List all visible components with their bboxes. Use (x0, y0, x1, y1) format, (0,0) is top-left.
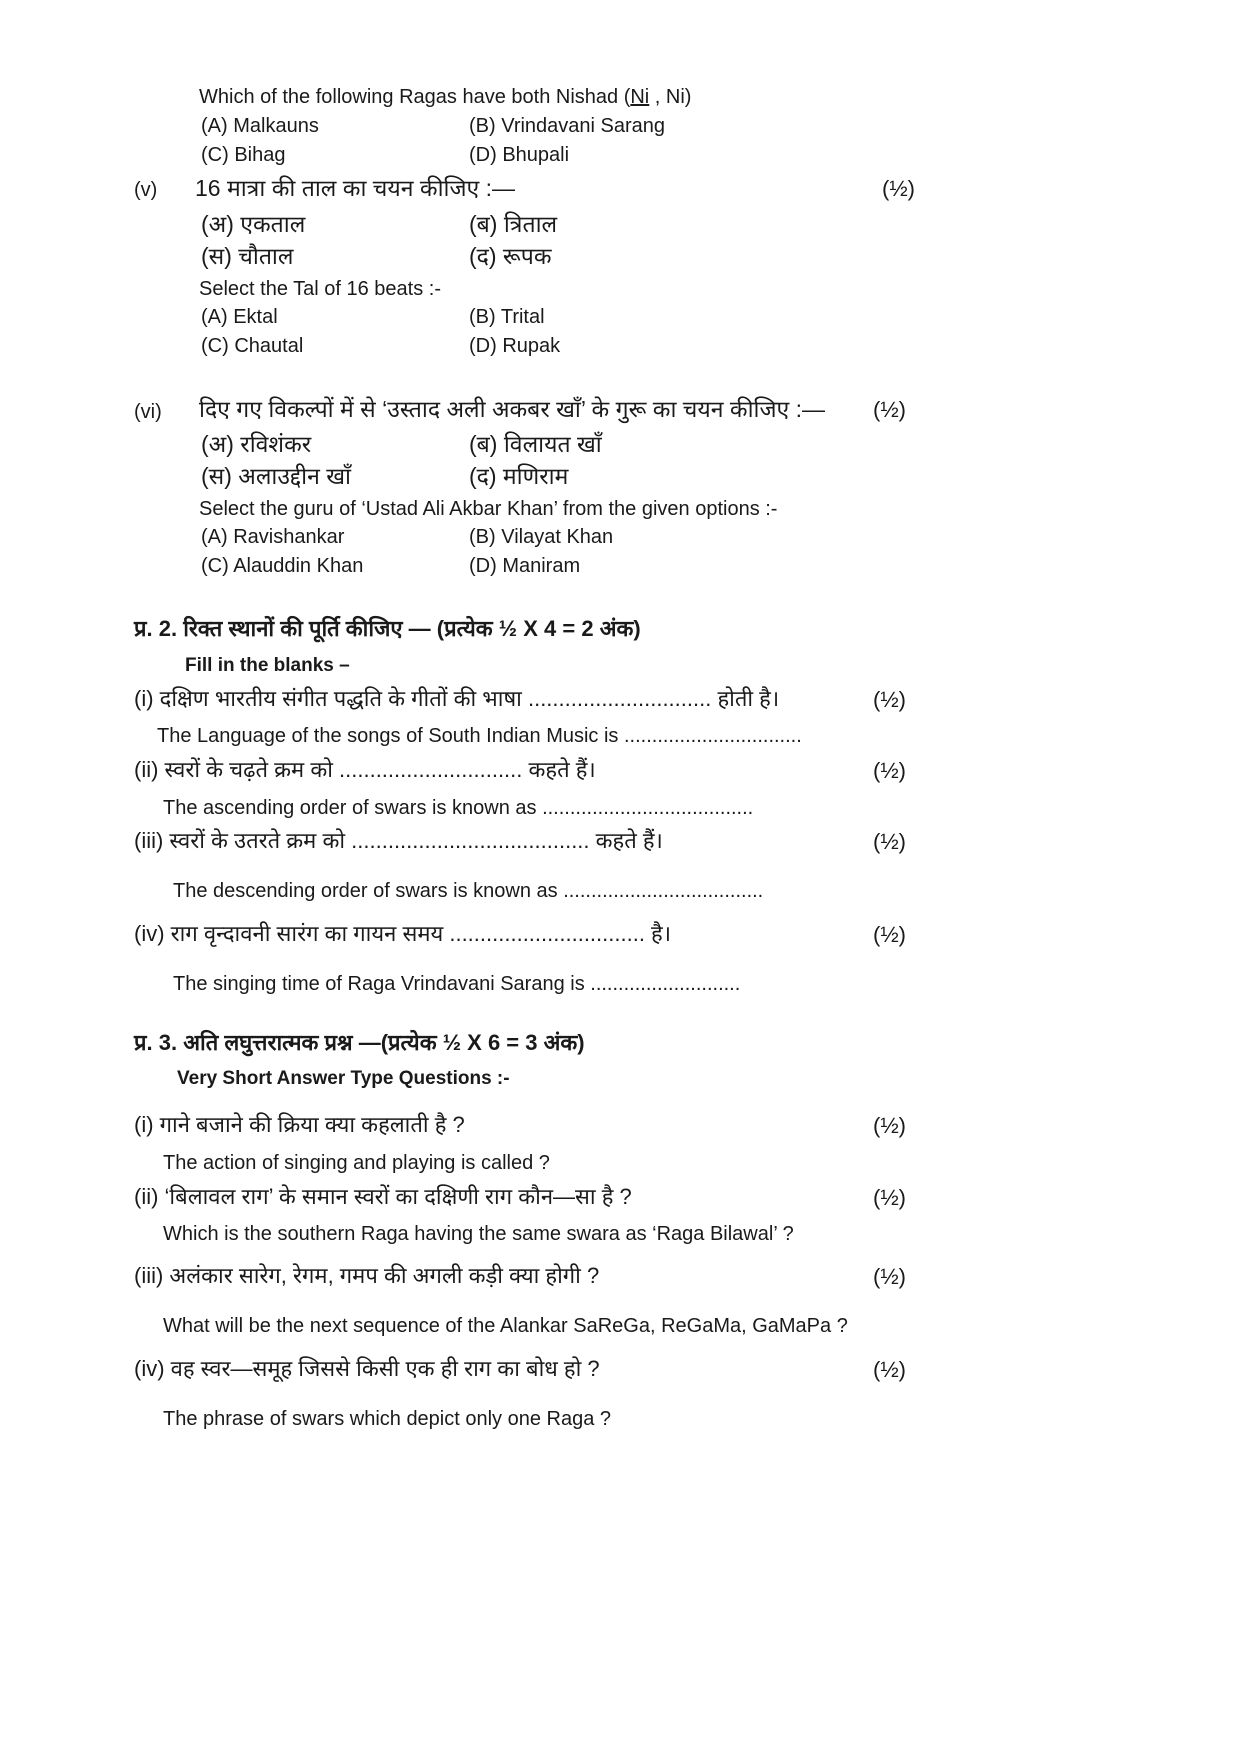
q1-v-hindi-option-c: (स) चौताल (201, 243, 294, 269)
q2-item-4-marks: (½) (873, 922, 906, 947)
q1-vi-hindi-option-d: (द) मणिराम (469, 463, 569, 489)
komal-ni-notation: Ni (630, 86, 650, 108)
q2-item-1-hindi: (i) दक्षिण भारतीय संगीत पद्धति के गीतों की भाषा .............................. होती है। (134, 686, 780, 711)
q3-subheading: Very Short Answer Type Questions :- (177, 1068, 510, 1089)
q2-item-1-english: The Language of the songs of South Indian Music is ................................ (157, 725, 802, 747)
q1-vi-hindi-option-c: (स) अलाउद्दीन खाँ (201, 463, 351, 489)
q1-v-hindi-option-a: (अ) एकताल (201, 211, 306, 237)
q1-v-hindi-option-b: (ब) त्रिताल (469, 211, 558, 237)
q1-vi-hindi-question: दिए गए विकल्पों में से ‘उस्ताद अली अकबर खाँ’ के गुरू का चयन कीजिए :— (199, 396, 826, 422)
q1-vi-hindi-option-b: (ब) विलायत खाँ (469, 431, 602, 457)
q2-item-2-hindi: (ii) स्वरों के चढ़ते क्रम को .............................. कहते हैं। (134, 757, 596, 782)
q1-v-hindi-option-d: (द) रूपक (469, 243, 552, 269)
q1-v-option-a: (A) Ektal (201, 306, 278, 328)
q2-item-4-english: The singing time of Raga Vrindavani Sarang is ........................... (173, 973, 741, 995)
q1-v-number: (v) (134, 179, 158, 201)
q3-heading: प्र. 3. अति लघुत्तरात्मक प्रश्न —(प्रत्येक ½ X 6 = 3 अंक) (134, 1030, 585, 1055)
q1-iv-english-question: Which of the following Ragas have both Nishad (Ni , Ni) (199, 86, 692, 108)
q3-item-1-marks: (½) (873, 1113, 906, 1138)
q2-item-2-marks: (½) (873, 758, 906, 783)
q3-item-1-english: The action of singing and playing is called ? (163, 1152, 550, 1174)
q1-vi-number: (vi) (134, 401, 162, 423)
q1-iv-option-d: (D) Bhupali (469, 144, 570, 166)
q1-v-option-c: (C) Chautal (201, 335, 304, 357)
q1-vi-option-d: (D) Maniram (469, 555, 581, 577)
q3-item-3-hindi: (iii) अलंकार सारेग, रेगम, गमप की अगली कड़ी क्या होगी ? (134, 1263, 600, 1288)
q2-item-3-english: The descending order of swars is known as .................................... (173, 880, 764, 902)
q3-item-2-marks: (½) (873, 1185, 906, 1210)
q1-iv-option-b: (B) Vrindavani Sarang (469, 115, 666, 137)
q2-subheading: Fill in the blanks – (185, 655, 350, 676)
q1-iv-option-c: (C) Bihag (201, 144, 286, 166)
q1-v-marks: (½) (882, 176, 915, 201)
q1-v-hindi-question: 16 मात्रा की ताल का चयन कीजिए :— (195, 175, 516, 201)
q2-item-2-english: The ascending order of swars is known as ...................................... (163, 797, 754, 819)
q1-v-option-b: (B) Trital (469, 306, 545, 328)
q2-item-1-marks: (½) (873, 687, 906, 712)
q1-vi-marks: (½) (873, 397, 906, 422)
q3-item-2-english: Which is the southern Raga having the same swara as ‘Raga Bilawal’ ? (163, 1223, 794, 1245)
q3-item-1-hindi: (i) गाने बजाने की क्रिया क्या कहलाती है ? (134, 1112, 465, 1137)
q2-item-3-marks: (½) (873, 829, 906, 854)
q1-vi-option-c: (C) Alauddin Khan (201, 555, 364, 577)
q1-v-option-d: (D) Rupak (469, 335, 561, 357)
q3-item-3-english: What will be the next sequence of the Alankar SaReGa, ReGaMa, GaMaPa ? (163, 1315, 848, 1337)
q3-item-4-english: The phrase of swars which depict only one Raga ? (163, 1408, 612, 1430)
q1-vi-option-b: (B) Vilayat Khan (469, 526, 614, 548)
q1-iv-option-a: (A) Malkauns (201, 115, 319, 137)
q3-item-4-hindi: (iv) वह स्वर—समूह जिससे किसी एक ही राग का बोध हो ? (134, 1356, 600, 1381)
q2-item-4-hindi: (iv) राग वृन्दावनी सारंग का गायन समय ................................ है। (134, 921, 672, 946)
q3-item-3-marks: (½) (873, 1264, 906, 1289)
q3-item-4-marks: (½) (873, 1357, 906, 1382)
q1-v-english-question: Select the Tal of 16 beats :- (199, 278, 442, 300)
q3-item-2-hindi: (ii) ‘बिलावल राग’ के समान स्वरों का दक्षिणी राग कौन—सा है ? (134, 1184, 632, 1209)
q1-vi-hindi-option-a: (अ) रविशंकर (201, 431, 312, 457)
q2-item-3-hindi: (iii) स्वरों के उतरते क्रम को ....................................... कहते हैं। (134, 828, 663, 853)
q2-heading: प्र. 2. रिक्त स्थानों की पूर्ति कीजिए — (प्रत्येक ½ X 4 = 2 अंक) (134, 616, 641, 641)
q1-vi-option-a: (A) Ravishankar (201, 526, 345, 548)
q1-vi-english-question: Select the guru of ‘Ustad Ali Akbar Khan’ from the given options :- (199, 498, 778, 520)
